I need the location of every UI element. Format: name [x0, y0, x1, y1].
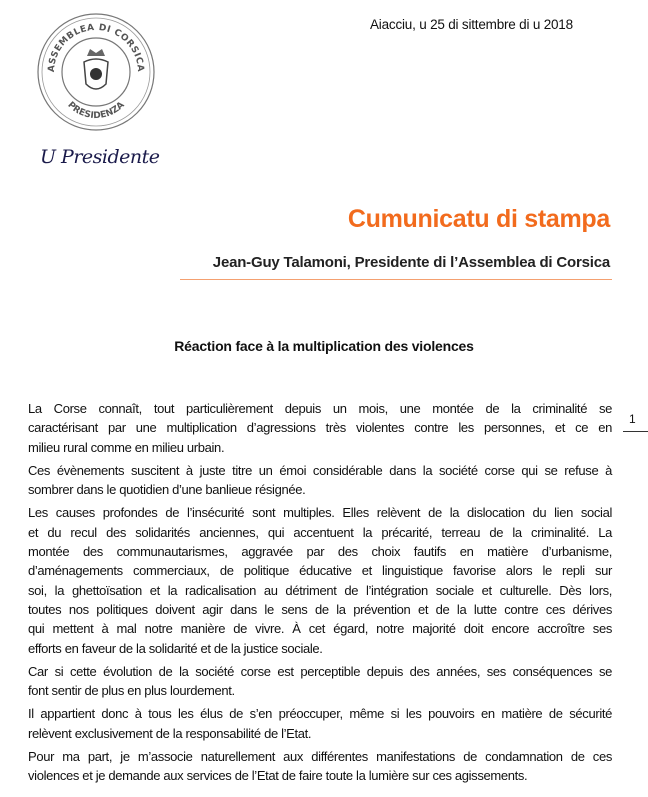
- footnote-rule: [623, 431, 648, 432]
- assemblea-seal-logo: [30, 8, 162, 133]
- paragraph-line: et du recul des solidarités anciennes, qui accentuent la précarité, terreau de la criminalité. La: [28, 524, 612, 540]
- paragraph: [28, 399, 612, 457]
- paragraph: [28, 704, 612, 743]
- paragraph-line: Pour ma part, je m’associe naturellement aux différentes manifestations de condamnation de ces: [28, 749, 612, 765]
- paragraph-line: montée des communautarismes, aggravée par des choix fautifs en matière d’urbanisme,: [28, 544, 612, 560]
- paragraph: [28, 662, 612, 701]
- paragraph-line: Les causes profondes de l’insécurité sont multiples. Elles relèvent de la dislocation du lien social: [28, 505, 612, 521]
- paragraph-line: font sentir de plus en plus lourdement.: [28, 683, 235, 699]
- paragraph-line: soi, la ghettoïsation et la radicalisation au détriment de l’intégration sociale et culturelle. Dès lors,: [28, 582, 612, 598]
- body-text: [28, 399, 612, 790]
- paragraph-line: toutes nos politiques doivent agir dans le sens de la prévention et de la lutte contre ces dérives: [28, 601, 612, 617]
- section-heading: Réaction face à la multiplication des violences: [174, 338, 474, 354]
- paragraph-line: violences et je demande aux services de l’Etat de faire toute la lumière sur ces agissements.: [28, 768, 528, 784]
- paragraph: [28, 503, 612, 657]
- paragraph-line: Car si cette évolution de la société corse est perceptible depuis des années, ses conséquences se: [28, 663, 612, 679]
- paragraph-line: Il appartient donc à tous les élus de s’en préoccuper, même si les pouvoirs en matière de sécurité: [28, 706, 612, 722]
- press-release-title: Cumunicatu di stampa: [347, 205, 610, 233]
- paragraph-line: milieu rural comme en milieu urbain.: [28, 439, 225, 455]
- footnote-marker: 1: [629, 412, 636, 426]
- paragraph-line: sombrer dans le quotidien d’une banlieue résignée.: [28, 482, 306, 498]
- orange-divider: [180, 279, 612, 280]
- paragraph-line: qui mettent à mal notre manière de vivre. À cet égard, notre majorité doit encore accroître ses: [28, 621, 612, 637]
- svg-text:ASSEMBLEA DI CORSICA: ASSEMBLEA DI CORSICA: [46, 22, 146, 73]
- paragraph-line: Ces évènements suscitent à juste titre un émoi considérable dans la société corse qui se refuse à: [28, 462, 612, 478]
- paragraph-line: efforts en faveur de la solidarité et de la justice sociale.: [28, 640, 323, 656]
- paragraph: [28, 747, 612, 786]
- paragraph-line: relèvent exclusivement de la responsabilité de l’Etat.: [28, 725, 312, 741]
- date-line: Aiacciu, u 25 di sittembre di u 2018: [370, 17, 573, 32]
- svg-text:PRESIDENZA: PRESIDENZA: [65, 100, 127, 122]
- paragraph: [28, 461, 612, 500]
- paragraph-line: caractérisant par une multiplication d’agressions très violentes contre les personnes, et ce en: [28, 420, 612, 436]
- paragraph-line: La Corse connaît, tout particulièrement depuis un mois, une montée de la criminalité se: [28, 401, 612, 416]
- signature-u-presidente: U Presidente: [40, 146, 160, 168]
- paragraph-line: d’aménagements commerciaux, de politique éducative et linguistique favorise alors le repli sur: [28, 563, 612, 579]
- author-subtitle: Jean-Guy Talamoni, Presidente di l’Assemblea di Corsica: [212, 254, 610, 271]
